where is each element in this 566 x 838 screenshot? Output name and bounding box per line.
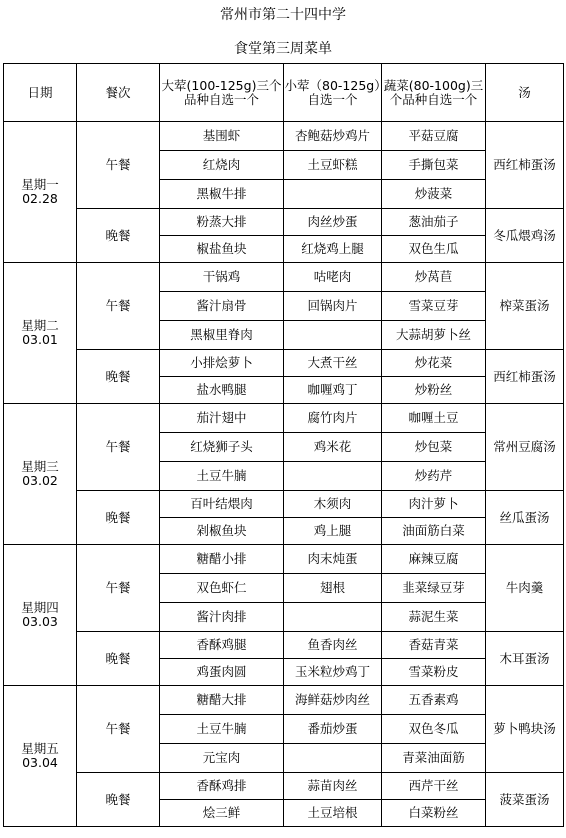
big-meat-dish: 盐水鸭腿 [160, 377, 284, 404]
table-row [4, 491, 564, 518]
header-date: 日期 [4, 64, 77, 122]
small-meat-dish: 回锅肉片 [284, 292, 382, 321]
header-small-meat: 小荤（80-125g）自选一个 [284, 64, 382, 122]
header-soup: 汤 [486, 64, 564, 122]
table-row [4, 545, 564, 574]
date-label: 03.01 [22, 332, 58, 347]
big-meat-dish: 香酥鸡腿 [160, 632, 284, 659]
vegetable-dish: 青菜油面筋 [382, 744, 486, 773]
day-cell [4, 404, 77, 545]
vegetable-dish: 韭菜绿豆芽 [382, 574, 486, 603]
vegetable-dish: 双色冬瓜 [382, 715, 486, 744]
vegetable-dish: 炒粉丝 [382, 377, 486, 404]
big-meat-dish: 粉蒸大排 [160, 209, 284, 236]
table-row [4, 404, 564, 433]
big-meat-dish: 黑椒牛排 [160, 180, 284, 209]
table-row [4, 350, 564, 377]
small-meat-dish: 鸡上腿 [284, 518, 382, 545]
big-meat-dish: 土豆牛腩 [160, 462, 284, 491]
small-meat-dish: 土豆培根 [284, 800, 382, 827]
soup-cell: 榨菜蛋汤 [486, 263, 564, 350]
soup-cell: 常州豆腐汤 [486, 404, 564, 491]
soup-cell: 丝瓜蛋汤 [486, 491, 564, 545]
date-label: 03.04 [22, 755, 58, 770]
vegetable-dish: 雪菜粉皮 [382, 659, 486, 686]
big-meat-dish: 土豆牛腩 [160, 715, 284, 744]
small-meat-dish: 鱼香肉丝 [284, 632, 382, 659]
small-meat-dish: 海鲜菇炒肉丝 [284, 686, 382, 715]
small-meat-dish: 鸡米花 [284, 433, 382, 462]
small-meat-dish: 咖喱鸡丁 [284, 377, 382, 404]
soup-cell: 萝卜鸭块汤 [486, 686, 564, 773]
soup-cell: 西红柿蛋汤 [486, 122, 564, 209]
small-meat-dish: 土豆虾糕 [284, 151, 382, 180]
vegetable-dish: 平菇豆腐 [382, 122, 486, 151]
soup-cell: 菠菜蛋汤 [486, 773, 564, 827]
meal-dinner-label: 晚餐 [77, 209, 160, 263]
big-meat-dish: 糖醋大排 [160, 686, 284, 715]
weekday-label: 星期四 [21, 600, 59, 615]
small-meat-dish [284, 744, 382, 773]
weekday-label: 星期二 [21, 318, 59, 333]
meal-lunch-label: 午餐 [77, 122, 160, 209]
vegetable-dish: 麻辣豆腐 [382, 545, 486, 574]
header-big-meat: 大荤(100-125g)三个品种自选一个 [160, 64, 284, 122]
vegetable-dish: 白菜粉丝 [382, 800, 486, 827]
header-row [4, 64, 564, 122]
small-meat-dish: 杏鲍菇炒鸡片 [284, 122, 382, 151]
soup-cell: 冬瓜煨鸡汤 [486, 209, 564, 263]
big-meat-dish: 百叶结煨肉 [160, 491, 284, 518]
small-meat-dish: 大煮干丝 [284, 350, 382, 377]
small-meat-dish: 番茄炒蛋 [284, 715, 382, 744]
meal-lunch-label: 午餐 [77, 545, 160, 632]
big-meat-dish: 椒盐鱼块 [160, 236, 284, 263]
school-title: 常州市第二十四中学 [220, 7, 346, 23]
big-meat-dish: 黑椒里脊肉 [160, 321, 284, 350]
small-meat-dish [284, 462, 382, 491]
big-meat-dish: 鸡蛋肉圆 [160, 659, 284, 686]
big-meat-dish: 红烧肉 [160, 151, 284, 180]
big-meat-dish: 红烧狮子头 [160, 433, 284, 462]
small-meat-dish [284, 603, 382, 632]
meal-dinner-label: 晚餐 [77, 773, 160, 827]
big-meat-dish: 酱汁肉排 [160, 603, 284, 632]
table-row [4, 263, 564, 292]
meal-dinner-label: 晚餐 [77, 350, 160, 404]
vegetable-dish: 雪菜豆芽 [382, 292, 486, 321]
weekday-label: 星期一 [21, 177, 59, 192]
table-row [4, 122, 564, 151]
small-meat-dish: 翅根 [284, 574, 382, 603]
vegetable-dish: 手撕包菜 [382, 151, 486, 180]
small-meat-dish: 肉丝炒蛋 [284, 209, 382, 236]
big-meat-dish: 双色虾仁 [160, 574, 284, 603]
weekday-label: 星期五 [21, 741, 59, 756]
small-meat-dish [284, 180, 382, 209]
meal-dinner-label: 晚餐 [77, 491, 160, 545]
day-cell [4, 545, 77, 686]
big-meat-dish: 剁椒鱼块 [160, 518, 284, 545]
vegetable-dish: 炒菠菜 [382, 180, 486, 209]
weekday-label: 星期三 [21, 459, 59, 474]
table-row [4, 773, 564, 800]
table-row [4, 686, 564, 715]
menu-table [3, 63, 564, 827]
big-meat-dish: 元宝肉 [160, 744, 284, 773]
big-meat-dish: 茄汁翅中 [160, 404, 284, 433]
vegetable-dish: 双色生瓜 [382, 236, 486, 263]
meal-lunch-label: 午餐 [77, 686, 160, 773]
menu-body [4, 122, 564, 827]
small-meat-dish: 玉米粒炒鸡丁 [284, 659, 382, 686]
big-meat-dish: 烩三鲜 [160, 800, 284, 827]
date-label: 02.28 [22, 191, 58, 206]
header-vegetable: 蔬菜(80-100g)三个品种自选一个 [382, 64, 486, 122]
big-meat-dish: 基围虾 [160, 122, 284, 151]
small-meat-dish: 蒜苗肉丝 [284, 773, 382, 800]
big-meat-dish: 酱汁扇骨 [160, 292, 284, 321]
meal-lunch-label: 午餐 [77, 404, 160, 491]
vegetable-dish: 油面筋白菜 [382, 518, 486, 545]
vegetable-dish: 蒜泥生菜 [382, 603, 486, 632]
vegetable-dish: 葱油茄子 [382, 209, 486, 236]
date-label: 03.02 [22, 473, 58, 488]
soup-cell: 牛肉羹 [486, 545, 564, 632]
small-meat-dish: 肉末炖蛋 [284, 545, 382, 574]
vegetable-dish: 五香素鸡 [382, 686, 486, 715]
meal-dinner-label: 晚餐 [77, 632, 160, 686]
header-meal: 餐次 [77, 64, 160, 122]
meal-lunch-label: 午餐 [77, 263, 160, 350]
soup-cell: 木耳蛋汤 [486, 632, 564, 686]
date-label: 03.03 [22, 614, 58, 629]
soup-cell: 西红柿蛋汤 [486, 350, 564, 404]
menu-subtitle: 食堂第三周菜单 [234, 41, 332, 57]
vegetable-dish: 炒花菜 [382, 350, 486, 377]
vegetable-dish: 香菇青菜 [382, 632, 486, 659]
vegetable-dish: 肉汁萝卜 [382, 491, 486, 518]
small-meat-dish: 咕咾肉 [284, 263, 382, 292]
day-cell [4, 686, 77, 827]
small-meat-dish: 木须肉 [284, 491, 382, 518]
small-meat-dish [284, 321, 382, 350]
big-meat-dish: 糖醋小排 [160, 545, 284, 574]
day-cell [4, 263, 77, 404]
table-row [4, 632, 564, 659]
vegetable-dish: 西芹干丝 [382, 773, 486, 800]
big-meat-dish: 香酥鸡排 [160, 773, 284, 800]
small-meat-dish: 腐竹肉片 [284, 404, 382, 433]
big-meat-dish: 小排烩萝卜 [160, 350, 284, 377]
day-cell [4, 122, 77, 263]
vegetable-dish: 炒包菜 [382, 433, 486, 462]
big-meat-dish: 干锅鸡 [160, 263, 284, 292]
table-row [4, 209, 564, 236]
vegetable-dish: 咖喱土豆 [382, 404, 486, 433]
vegetable-dish: 炒药芹 [382, 462, 486, 491]
vegetable-dish: 大蒜胡萝卜丝 [382, 321, 486, 350]
small-meat-dish: 红烧鸡上腿 [284, 236, 382, 263]
vegetable-dish: 炒莴苣 [382, 263, 486, 292]
